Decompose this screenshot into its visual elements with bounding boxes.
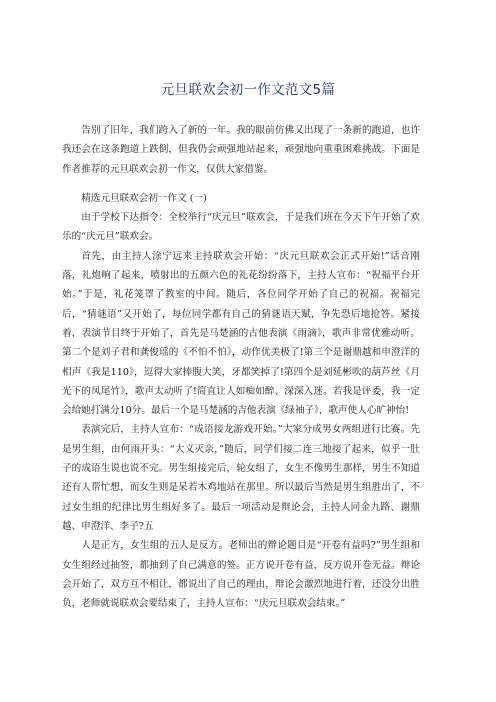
document-body bbox=[62, 121, 420, 613]
paragraph-gap bbox=[62, 179, 420, 189]
section-heading: 精选元旦联欢会初一作文 (一) bbox=[81, 192, 207, 204]
body-paragraph: 由于学校下达指令：全校举行“庆元旦”联欢会，于是我们班在今天下午开始了欢乐的“庆元旦”联欢会。 bbox=[62, 212, 420, 243]
body-paragraph: 人是正方，女生组的五人是反方。老师出的辩论题目是“开卷有益吗?”男生组和女生组经过抽签，都抽到了自己满意的签。正方说开卷有益，反方说开卷无益。辩论会开始了，双方互不相让，都说出了自己的理由，辩论会激烈地进行着，还没分出胜负，老师就说联欢会要结束了，主持人宣布：“庆元旦联欢会结束。” bbox=[62, 540, 420, 610]
body-paragraph: 首先，由主持人涂宁远来主持联欢会开始：“庆元旦联欢会正式开始!”话音刚落，礼炮响了起来，喷射出的五颜六色的礼花纷纷落下，主持人宣布：“祝福平台开始。”于是，礼花笼罩了教室的中间。随后，各位同学开始了自己的祝福。祝福完后，“猜谜语”又开始了，每位同学都有自己的猜谜语天赋，争先恐后地抢答。紧接着，表演节目终于开始了，首先是马楚涵的古他表演《雨滴》，歌声非常优雅动听。第二个是刘子君和龚俊瑶的《不怕不怕》，动作优美极了!第三个是谢鼎越和申澄洋的相声《我是110》，逗得大家捧腹大笑，牙都笑掉了!第四个是刘延彬吹的葫芦丝《月光下的凤尾竹》，歌声太动听了!简直让人如痴如醉、深深入迷。若我是评委，我一定会给她打满分10分。最后一个是马楚涵的吉他表演《绿袖子》，歌声使人心旷神怡! bbox=[62, 250, 420, 417]
document-title: 元旦联欢会初一作文范文5篇 bbox=[160, 82, 336, 98]
intro-paragraph: 告别了旧年，我们跨入了新的一年。我的眼前仿佛又出现了一条新的跑道，也许我还会在这条跑道上跌倒，但我仍会顽强地站起来，顽强地向重重困难挑战。下面是作者推荐的元旦联欢会初一作文，仅供大家借鉴。 bbox=[62, 125, 420, 175]
body-paragraph: 表演完后，主持人宣布：“成语接龙游戏开始。”大家分成男女两组进行比赛。先是男生组，由何雨开头：“大义灭亲，”随后，同学们接二连三地接了起来，似乎一肚子的成语生说也说不完。男生组接完后，轮女组了，女生不像男生那样，男生不知道还有人帮忙想，而女生则是呆若木鸡地站在那里。所以最后当然是男生组胜出了，不过女生组的纪律比男生组好多了。最后一项活动是辩论会，主持人同金九路、谢鼎越、申澄洋、李子?五 bbox=[62, 424, 420, 532]
